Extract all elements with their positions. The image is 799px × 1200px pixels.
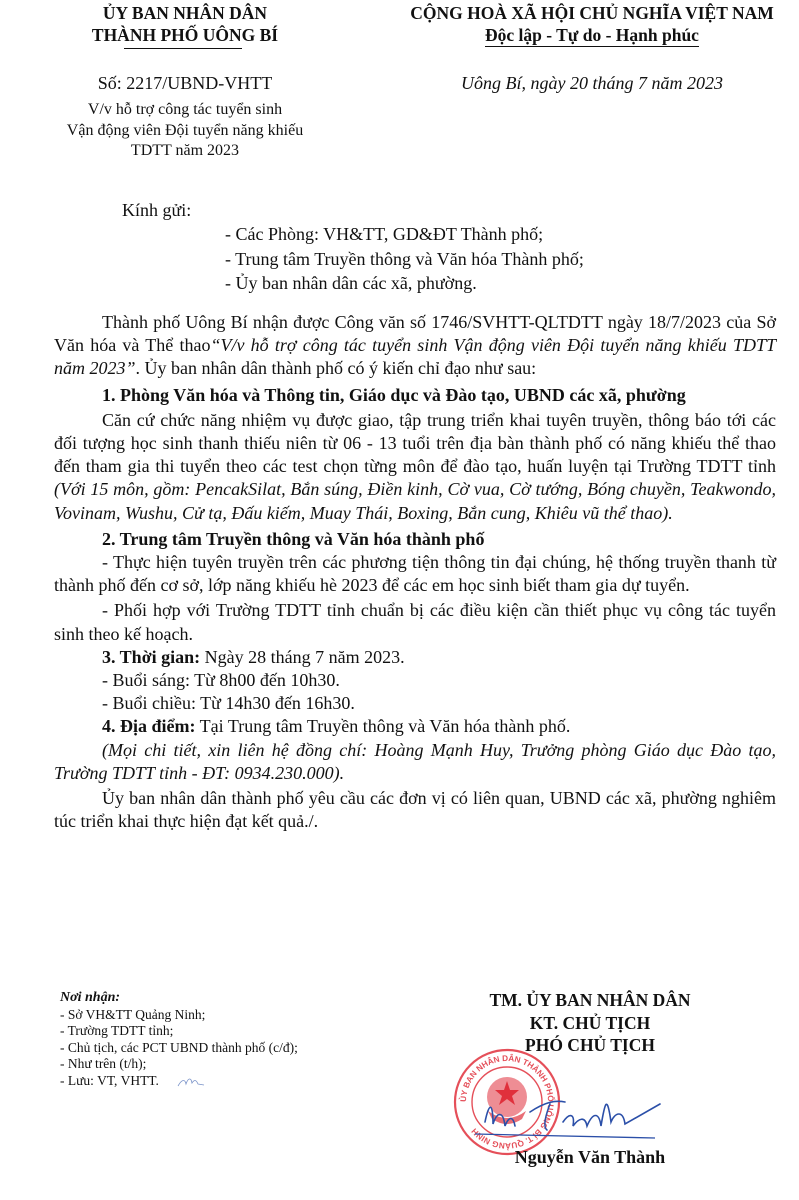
signature-line3: PHÓ CHỦ TỊCH — [525, 1035, 655, 1055]
recipient-item: - Các Phòng: VH&TT, GD&ĐT Thành phố; — [225, 224, 544, 244]
distribution-item: - Chủ tịch, các PCT UBND thành phố (c/đ); — [60, 1039, 298, 1055]
distribution-item: - Sở VH&TT Quảng Ninh; — [60, 1006, 206, 1022]
section3-label: 3. Thời gian: — [102, 646, 201, 667]
section1-title: 1. Phòng Văn hóa và Thông tin, Giáo dục và Đào tạo, UBND các xã, phường — [102, 384, 686, 405]
issuer-divider — [124, 48, 242, 49]
document-number: Số: 2217/UBND-VHTT — [97, 73, 273, 93]
issuer-block — [20, 2, 350, 46]
quoted-subject: “V/v hỗ trợ công tác tuyển sinh Vận động viên Đội tuyển năng khiếu TDTT năm 2023” — [54, 335, 776, 379]
section4-location: 4. Địa điểm: Tại Trung tâm Truyền thông và Văn hóa thành phố. — [102, 716, 571, 737]
sports-list: (Với 15 môn, gồm: PencakSilat, Bắn súng, Điền kinh, Cờ vua, Cờ tướng, Bóng chuyền, Teakwondo, Vovinam, Wushu, Cử tạ, Đấu kiếm, Muay Thái, Boxing, Bắn cung, Khiêu vũ thể thao). — [54, 479, 776, 523]
section4-label: 4. Địa điểm: — [102, 716, 196, 737]
section2-item: - Phối hợp với Trường TDTT tỉnh chuẩn bị các điều kiện cần thiết phục vụ công tác tuyển sinh theo kế hoạch. — [54, 600, 776, 644]
signature-line2: KT. CHỦ TỊCH — [529, 1012, 651, 1033]
nation-motto: Độc lập - Tự do - Hạnh phúc — [485, 25, 699, 45]
initials-mark-icon — [176, 1075, 206, 1089]
nation-title: CỘNG HOÀ XÃ HỘI CHỦ NGHĨA VIỆT NAM — [410, 3, 774, 23]
seal-text: ỦY BAN NHÂN DÂN THÀNH PHỐ UÔNG BÍ T. QUẢNG NINH — [458, 1053, 556, 1151]
place-date: Uông Bí, ngày 20 tháng 7 năm 2023 — [461, 73, 723, 93]
subject-line: TDTT năm 2023 — [130, 142, 240, 159]
issuer-line2: THÀNH PHỐ UÔNG BÍ — [91, 25, 279, 45]
section1-text: Căn cứ chức năng nhiệm vụ được giao, tập trung triển khai tuyên truyền, thông báo tới các đối tượng học sinh thanh thiếu niên từ 06 - 13 tuổi trên địa bàn thành phố có năng khiếu thể thao đến tham gia thi tuyển theo các test chọn từng môn để đào tạo, huấn luyện tại Trường TDTT tỉnh (Với 15 môn, gồm: PencakSilat, Bắn súng, Điền kinh, Cờ vua, Cờ tướng, Bóng chuyền, Teakwondo, Vovinam, Wushu, Cử tạ, Đấu kiếm, Muay Thái, Boxing, Bắn cung, Khiêu vũ thể thao). — [54, 409, 776, 523]
subject-line: Vận động viên Đội tuyển năng khiếu — [66, 121, 304, 139]
subject-line: V/v hỗ trợ công tác tuyển sinh — [87, 101, 283, 118]
time-slot: - Buổi sáng: Từ 8h00 đến 10h30. — [102, 670, 340, 691]
national-motto-block — [392, 2, 792, 47]
distribution-item: - Lưu: VT, VHTT. — [60, 1072, 159, 1088]
recipient-item: - Ủy ban nhân dân các xã, phường. — [225, 273, 477, 293]
distribution-title: Nơi nhận: — [60, 990, 121, 1005]
section2-item: - Thực hiện tuyên truyền trên các phương tiện thông tin đại chúng, hệ thống truyền thanh từ thành phố đến cơ sở, lớp năng khiếu hè 2023 để các em học sinh biết tham gia dự tuyển. — [54, 552, 776, 596]
section2-title: 2. Trung tâm Truyền thông và Văn hóa thành phố — [102, 528, 485, 549]
signer-name: Nguyễn Văn Thành — [514, 1147, 666, 1167]
section3-time: 3. Thời gian: Ngày 28 tháng 7 năm 2023. — [102, 646, 405, 667]
document-body — [54, 311, 776, 833]
recipients-label: Kính gửi: — [122, 200, 192, 220]
recipients-list — [225, 222, 584, 296]
contact-note: (Mọi chi tiết, xin liên hệ đồng chí: Hoàng Mạnh Huy, Trưởng phòng Giáo dục Đào tạo, Trường TDTT tỉnh - ĐT: 0934.230.000). — [54, 739, 776, 783]
time-slot: - Buổi chiều: Từ 14h30 đến 16h30. — [102, 693, 355, 714]
intro-paragraph: Thành phố Uông Bí nhận được Công văn số 1746/SVHTT-QLTDTT ngày 18/7/2023 của Sở Văn hóa và Thể thao“V/v hỗ trợ công tác tuyển sinh Vận động viên Đội tuyển năng khiếu TDTT năm 2023”. Ủy ban nhân dân thành phố có ý kiến chỉ đạo như sau: — [54, 312, 776, 379]
closing-paragraph: Ủy ban nhân dân thành phố yêu cầu các đơn vị có liên quan, UBND các xã, phường nghiêm túc triển khai thực hiện đạt kết quả./. — [54, 788, 776, 832]
distribution-item: - Trường TDTT tỉnh; — [60, 1023, 174, 1038]
handwritten-signature-icon — [475, 1082, 665, 1152]
distribution-item: - Như trên (t/h); — [60, 1056, 147, 1071]
signature-line1: TM. ỦY BAN NHÂN DÂN — [489, 990, 691, 1010]
recipient-item: - Trung tâm Truyền thông và Văn hóa Thành phố; — [225, 248, 584, 269]
issuer-line1: ỦY BAN NHÂN DÂN — [102, 3, 268, 23]
document-subject — [20, 100, 350, 162]
